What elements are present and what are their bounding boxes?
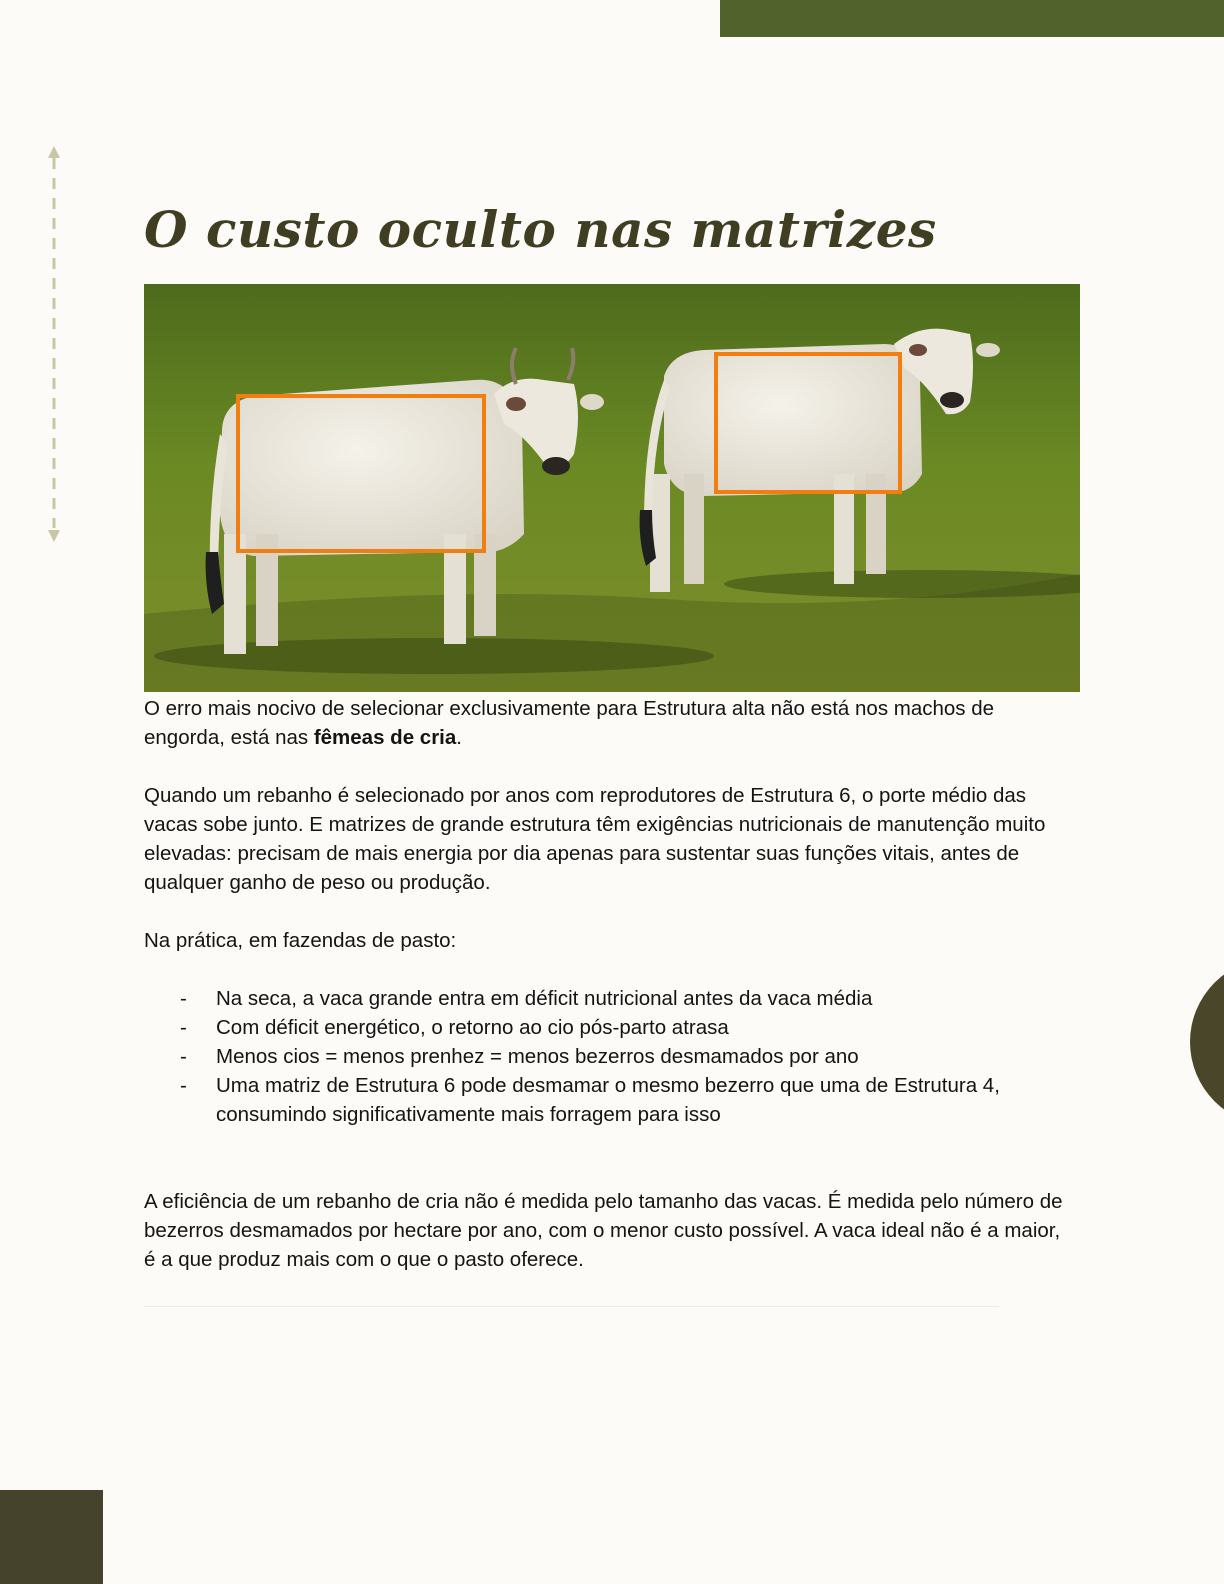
decorative-circle xyxy=(1190,958,1224,1126)
double-arrow-icon xyxy=(44,146,64,542)
divider xyxy=(144,1306,999,1307)
list-item: - Com déficit energético, o retorno ao cio pós-parto atrasa xyxy=(144,1013,1074,1042)
list-item: - Uma matriz de Estrutura 6 pode desmamar o mesmo bezerro que uma de Estrutura 4, consumindo significativamente mais forragem para isso xyxy=(144,1071,1074,1129)
cattle-photo xyxy=(144,284,1080,692)
intro-paragraph: O erro mais nocivo de selecionar exclusivamente para Estrutura alta não está nos machos de engorda, está nas fêmeas de cria. xyxy=(144,697,995,749)
list-item: - Na seca, a vaca grande entra em déficit nutricional antes da vaca média xyxy=(144,984,1074,1013)
body-text xyxy=(144,694,1074,1303)
paragraph-structure: Quando um rebanho é selecionado por anos com reprodutores de Estrutura 6, o porte médio das vacas sobe junto. E matrizes de grande estrutura têm exigências nutricionais de manutenção muito elevadas: precisam de mais energia por dia apenas para sustentar suas funções vitais, antes de qualquer ganho de peso ou produção. xyxy=(144,784,1046,894)
bullet-list xyxy=(144,984,1074,1129)
emphasis-text: fêmeas de cria xyxy=(313,726,457,749)
conclusion-paragraph: A eficiência de um rebanho de cria não é medida pelo tamanho das vacas. É medida pelo número de bezerros desmamados por hectare por ano, com o menor custo possível. A vaca ideal não é a maior, é a que produz mais com o que o pasto oferece. xyxy=(144,1190,1063,1271)
top-accent-bar xyxy=(720,0,1224,37)
page-title: O custo oculto nas matrizes xyxy=(144,200,937,259)
bottom-accent-block xyxy=(0,1490,103,1584)
list-item: - Menos cios = menos prenhez = menos bezerros desmamados por ano xyxy=(144,1042,1074,1071)
paragraph-practice: Na prática, em fazendas de pasto: xyxy=(144,929,457,952)
bullet-marker: - xyxy=(180,1045,187,1068)
bullet-marker: - xyxy=(180,987,187,1010)
bullet-marker: - xyxy=(180,1016,187,1039)
bullet-marker: - xyxy=(180,1074,187,1097)
